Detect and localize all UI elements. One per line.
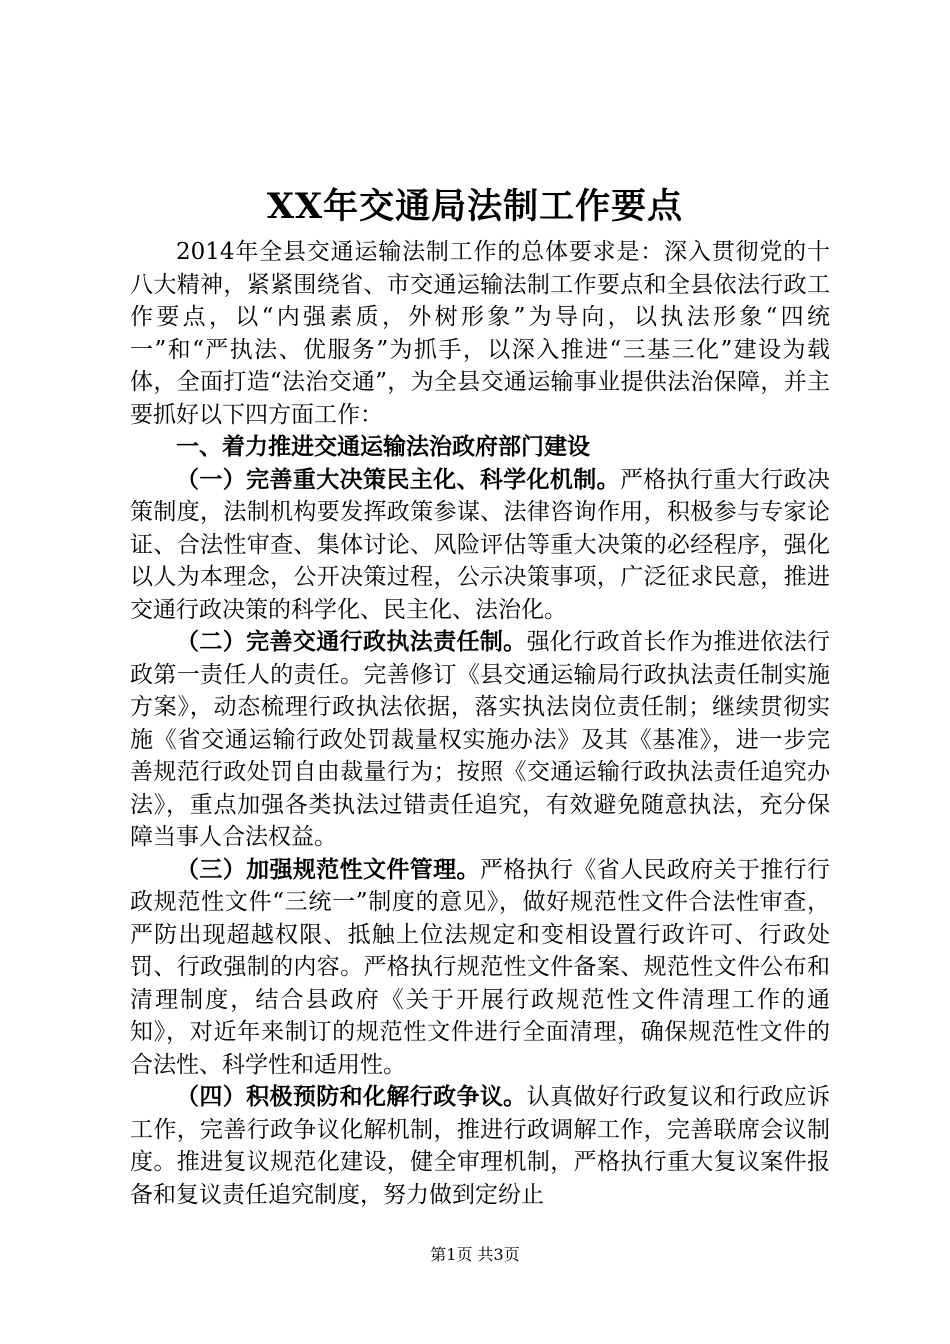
document-title: XX年交通局法制工作要点 [266,186,684,227]
item-text-4: 认真做好行政复议和行政应诉工作，完善行政争议化解机制，推进行政调解工作，完善联席会议制度。推进复议规范化建设，健全审理机制，严格执行重大复议案件报备和复议责任追究制度，努力做到定纷止 [130,1084,831,1208]
intro-paragraph: 2014年全县交通运输法制工作的总体要求是：深入贯彻党的十八大精神，紧紧围绕省、市交通运输法制工作要点和全县依法行政工作要点，以“内强素质，外树形象”为导向，以执法形象“四统一”和“严执法、优服务”为抓手，以深入推进“三基三化”建设为载体，全面打造“法治交通”，为全县交通运输事业提供法治保障，并主要抓好以下四方面工作： [130,239,830,428]
item-paragraph-2 [130,626,830,854]
section-heading: 一、着力推进交通运输法治政府部门建设 [176,433,590,460]
item-heading-1: （一）完善重大决策民主化、科学化机制。 [176,465,621,493]
item-paragraph-1 [130,464,830,627]
item-text-3: 严格执行《省人民政府关于推行行政规范性文件“三统一”制度的意见》，做好规范性文件合法性审查，严防出现超越权限、抵触上位法规定和变相设置行政许可、行政处罚、行政强制的内容。严格执行规范性文件备案、规范性文件公布和清理制度，结合县政府《关于开展行政规范性文件清理工作的通知》，对近年来制订的规范性文件进行全面清理，确保规范性文件的合法性、科学性和适用性。 [130,856,831,1078]
item-heading-2: （二）完善交通行政执法责任制。 [176,628,527,655]
item-heading-4: （四）积极预防和化解行政争议。 [176,1083,527,1110]
item-heading-3: （三）加强规范性文件管理。 [176,855,480,883]
item-paragraph-4 [130,1081,830,1211]
item-text-1: 严格执行重大行政决策制度，法制机构要发挥政策参谋、法律咨询作用，积极参与专家论证、合法性审查、集体讨论、风险评估等重大决策的必经程序，强化以人为本理念，公开决策过程，公示决策事项，广泛征求民意，推进交通行政决策的科学化、民主化、法治化。 [130,466,831,623]
page-number-footer: 第1页 共3页 [430,1245,520,1264]
item-text-2: 强化行政首长作为推进依法行政第一责任人的责任。完善修订《县交通运输局行政执法责任制实施方案》，动态梳理行政执法依据，落实执法岗位责任制；继续贯彻实施《省交通运输行政处罚裁量权实施办法》及其《基准》，进一步完善规范行政处罚自由裁量行为；按照《交通运输行政执法责任追究办法》，重点加强各类执法过错责任追究，有效避免随意执法，充分保障当事人合法权益。 [130,629,831,850]
item-paragraph-3 [130,854,830,1082]
document-body [130,236,830,1211]
